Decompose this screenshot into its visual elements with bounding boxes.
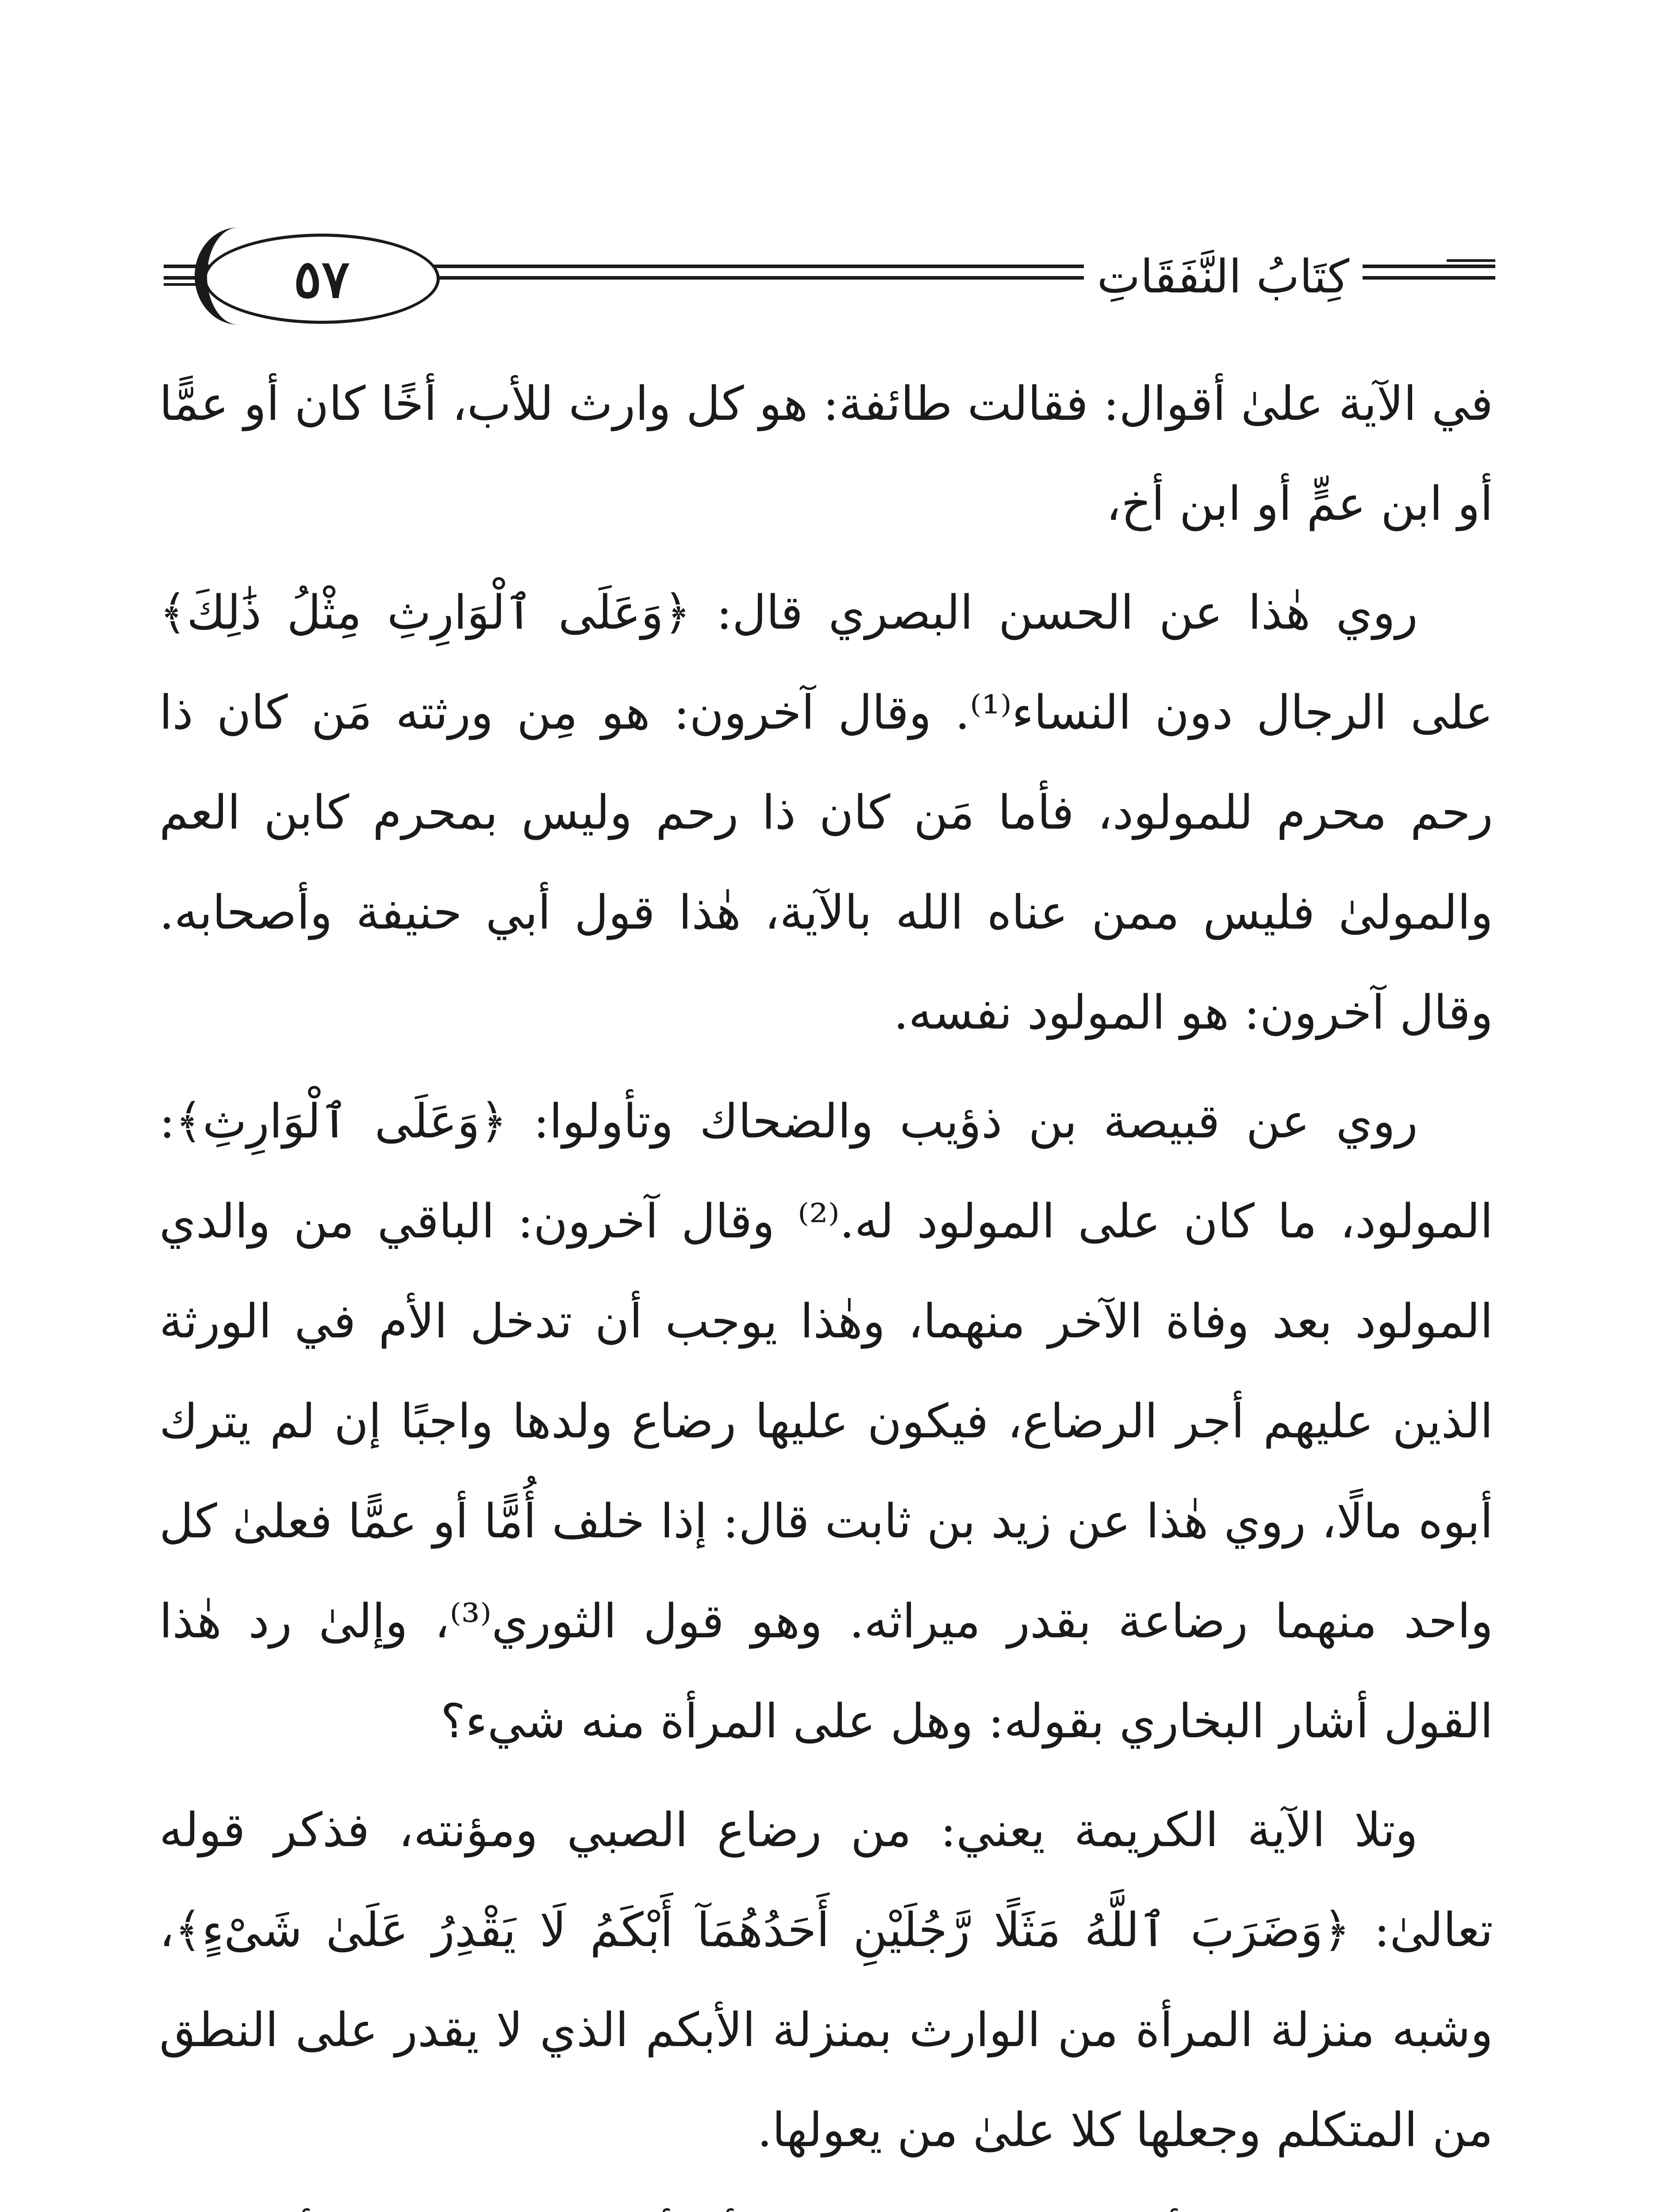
main-text [159,354,1493,2212]
paragraph-3: روي عن قبيصة بن ذؤيب والضحاك وتأولوا: ﴿وَعَلَى ٱلْوَارِثِ﴾: المولود، ما كان على المولود له.⁽²⁾ وقال آخرون: الباقي من والدي المولود بعد وفاة الآخر منهما، وهٰذا يوجب أن تدخل الأم في الورثة الذين عليهم أجر الرضاع، فيكون عليها رضاع ولدها واجبًا إن لم يترك أبوه مالًا، روي هٰذا عن زيد بن ثابت قال: إذا خلف أُمًّا أو عمًّا فعلىٰ كل واحد منهما رضاعة بقدر ميراثه. وهو قول الثوري⁽³⁾، وإلىٰ رد هٰذا القول أشار البخاري بقوله: وهل على المرأة منه شيء؟ [159,1094,1494,1748]
book-title: كِتَابُ النَّفَقَاتِ [1084,239,1363,314]
paragraph-5 [159,2189,1493,2212]
paragraph-4: وتلا الآية الكريمة يعني: من رضاع الصبي ومؤنته، فذكر قوله تعالىٰ: ﴿وَضَرَبَ ٱللَّهُ مَثَلًا رَّجُلَيْنِ أَحَدُهُمَآ أَبْكَمُ لَا يَقْدِرُ عَلَىٰ شَىْءٍ﴾، وشبه منزلة المرأة من الوارث بمنزلة الأبكم الذي لا يقدر على النطق من المتكلم وجعلها كلا علىٰ من يعولها. [159,1803,1493,2157]
page-number: ٥٧ [293,248,350,310]
paragraph-1: في الآية علىٰ أقوال: فقالت طائفة: هو كل وارث للأب، أخًا كان أو عمًّا أو ابن عمٍّ أو ابن أخ، [159,376,1494,531]
page-header [164,230,1495,336]
paragraph-2: روي هٰذا عن الحسن البصري قال: ﴿وَعَلَى ٱلْوَارِثِ مِثْلُ ذَٰلِكَ﴾ على الرجال دون النساء⁽¹⁾. وقال آخرون: هو مِن ورثته مَن كان ذا رحم محرم للمولود، فأما مَن كان ذا رحم وليس بمحرم كابن العم والمولىٰ فليس ممن عناه الله بالآية، هٰذا قول أبي حنيفة وأصحابه. وقال آخرون: هو المولود نفسه. [159,585,1493,1040]
page-number-crescent-ornament [195,227,282,325]
header-rule-right-cap [1447,259,1495,262]
